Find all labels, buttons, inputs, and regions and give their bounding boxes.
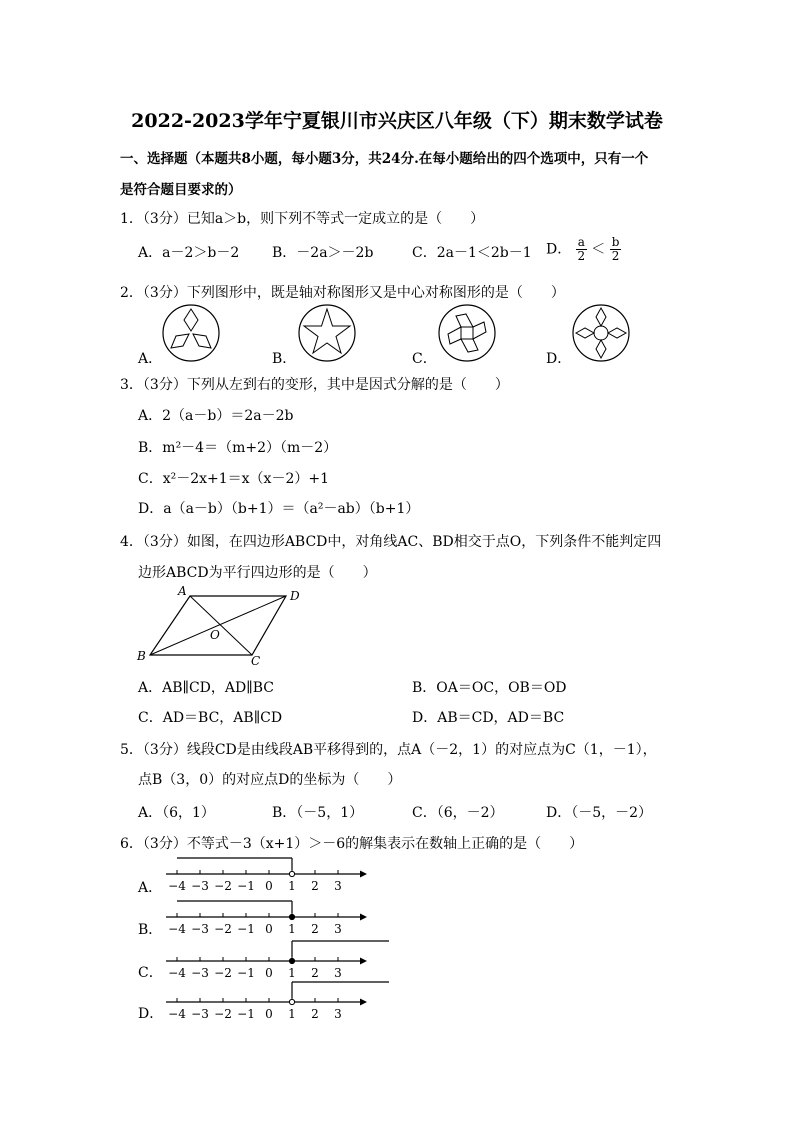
question-4-stem-line2: 边形ABCD为平行四边形的是（ ） [138, 565, 377, 581]
tick-label: 0 [265, 1007, 273, 1021]
vertex-label-a: A [178, 584, 187, 598]
question-6-label-a[interactable]: A． [138, 880, 163, 896]
section-heading-line1: 一、选择题（本题共8小题，每小题3分，共24分.在每小题给出的四个选项中，只有一个 [120, 151, 649, 167]
question-4-option-a[interactable]: A．AB∥CD，AD∥BC [138, 680, 274, 696]
question-1-option-a[interactable]: A．a－2＞b－2 [138, 245, 240, 261]
question-1-option-d-label: D． [546, 241, 572, 258]
tick-label: 1 [288, 1007, 296, 1021]
tick-label: 2 [311, 879, 319, 893]
question-6-label-b[interactable]: B． [138, 922, 163, 938]
question-5-stem-line1: 5．（3分）线段CD是由线段AB平移得到的，点A（－2，1）的对应点为C（1，－1）， [120, 742, 657, 758]
figure-parallelogram-abcd [134, 584, 314, 670]
question-3-option-c[interactable]: C．x²－2x+1＝x（x－2）+1 [138, 471, 329, 487]
fraction-numerator: a [577, 235, 585, 249]
tick-label: −1 [237, 879, 255, 893]
question-3-option-d[interactable]: D．a（a－b）（b+1）＝（a²－ab）（b+1） [138, 501, 420, 517]
fraction-numerator: b [611, 235, 620, 249]
tick-label: −4 [168, 1007, 186, 1021]
tick-label: 2 [311, 922, 319, 936]
tick-label: 3 [334, 879, 342, 893]
question-4-option-d[interactable]: D．AB＝CD，AD＝BC [412, 710, 565, 726]
tick-label: −1 [237, 1007, 255, 1021]
tick-label: 0 [265, 966, 273, 980]
number-line-d [164, 980, 394, 1022]
tick-label: −1 [237, 922, 255, 936]
tick-label: −2 [214, 922, 232, 936]
question-5-stem-line2: 点B（3，0）的对应点D的坐标为（ ） [138, 772, 402, 788]
tick-label: 2 [311, 1007, 319, 1021]
tick-label: 3 [334, 922, 342, 936]
number-line-c [164, 939, 394, 981]
page-title: 2022-2023学年宁夏银川市兴庆区八年级（下）期末数学试卷 [131, 110, 663, 132]
tick-label: 0 [265, 879, 273, 893]
question-2-label-c[interactable]: C． [412, 351, 437, 367]
question-2-stem: 2．（3分）下列图形中，既是轴对称图形又是中心对称图形的是（ ） [120, 285, 565, 301]
question-1-option-c[interactable]: C．2a－1＜2b－1 [412, 245, 532, 261]
question-1-option-b[interactable]: B．－2a＞－2b [272, 245, 374, 261]
question-5-option-a[interactable]: A．（6，1） [138, 805, 215, 821]
tick-label: −4 [168, 879, 186, 893]
fraction-b-over-2 [610, 236, 622, 263]
question-1-option-d[interactable] [546, 236, 621, 263]
tick-label: 3 [334, 966, 342, 980]
vertex-label-d: D [290, 589, 300, 603]
tick-label: −3 [191, 966, 209, 980]
vertex-label-b: B [137, 649, 146, 663]
question-5-option-d[interactable]: D．（－5，－2） [546, 805, 653, 821]
number-line-a [164, 854, 394, 896]
question-3-option-a[interactable]: A．2（a－b）＝2a－2b [138, 408, 294, 424]
fraction-denominator: 2 [577, 249, 586, 263]
figure-circle-four-rhombi [570, 302, 632, 364]
question-5-option-b[interactable]: B．（－5，1） [272, 805, 364, 821]
tick-label: −2 [214, 879, 232, 893]
tick-label: −3 [191, 1007, 209, 1021]
less-than-sign: ＜ [591, 241, 606, 258]
question-3-stem: 3．（3分）下列从左到右的变形，其中是因式分解的是（ ） [120, 377, 509, 393]
tick-label: −1 [237, 966, 255, 980]
figure-circle-pinwheel [436, 302, 498, 364]
tick-label: −4 [168, 966, 186, 980]
tick-label: 1 [288, 966, 296, 980]
question-6-stem: 6．（3分）不等式－3（x+1）＞－6的解集表示在数轴上正确的是（ ） [120, 836, 584, 852]
question-4-option-c[interactable]: C．AD＝BC，AB∥CD [138, 710, 283, 726]
section-heading-line2: 是符合题目要求的） [120, 182, 242, 198]
fraction-denominator: 2 [611, 249, 620, 263]
question-2-label-b[interactable]: B． [272, 351, 297, 367]
tick-label: −3 [191, 922, 209, 936]
tick-label: −2 [214, 966, 232, 980]
figure-circle-three-rhombi [160, 302, 222, 364]
tick-label: −4 [168, 922, 186, 936]
tick-label: 2 [311, 966, 319, 980]
figure-circle-star [296, 302, 358, 364]
tick-label: 0 [265, 922, 273, 936]
question-3-option-b[interactable]: B．m²－4＝（m+2）（m－2） [138, 440, 338, 456]
tick-label: 3 [334, 1007, 342, 1021]
tick-label: 1 [288, 879, 296, 893]
question-2-label-d[interactable]: D． [546, 351, 572, 367]
question-4-stem-line1: 4．（3分）如图，在四边形ABCD中，对角线AC、BD相交于点O，下列条件不能判定四 [120, 534, 662, 550]
question-5-option-c[interactable]: C．（6，－2） [412, 805, 504, 821]
question-6-label-d[interactable]: D． [138, 1006, 164, 1022]
vertex-label-c: C [251, 654, 261, 668]
tick-label: 1 [288, 922, 296, 936]
tick-label: −2 [214, 1007, 232, 1021]
question-4-option-b[interactable]: B．OA＝OC，OB＝OD [412, 680, 567, 696]
intersection-label-o: O [210, 628, 220, 642]
question-2-label-a[interactable]: A． [138, 351, 163, 367]
tick-label: −3 [191, 879, 209, 893]
question-6-label-c[interactable]: C． [138, 965, 163, 981]
fraction-a-over-2 [576, 236, 587, 263]
question-1-stem: 1．（3分）已知a＞b，则下列不等式一定成立的是（ ） [120, 211, 485, 227]
number-line-b [164, 897, 394, 939]
